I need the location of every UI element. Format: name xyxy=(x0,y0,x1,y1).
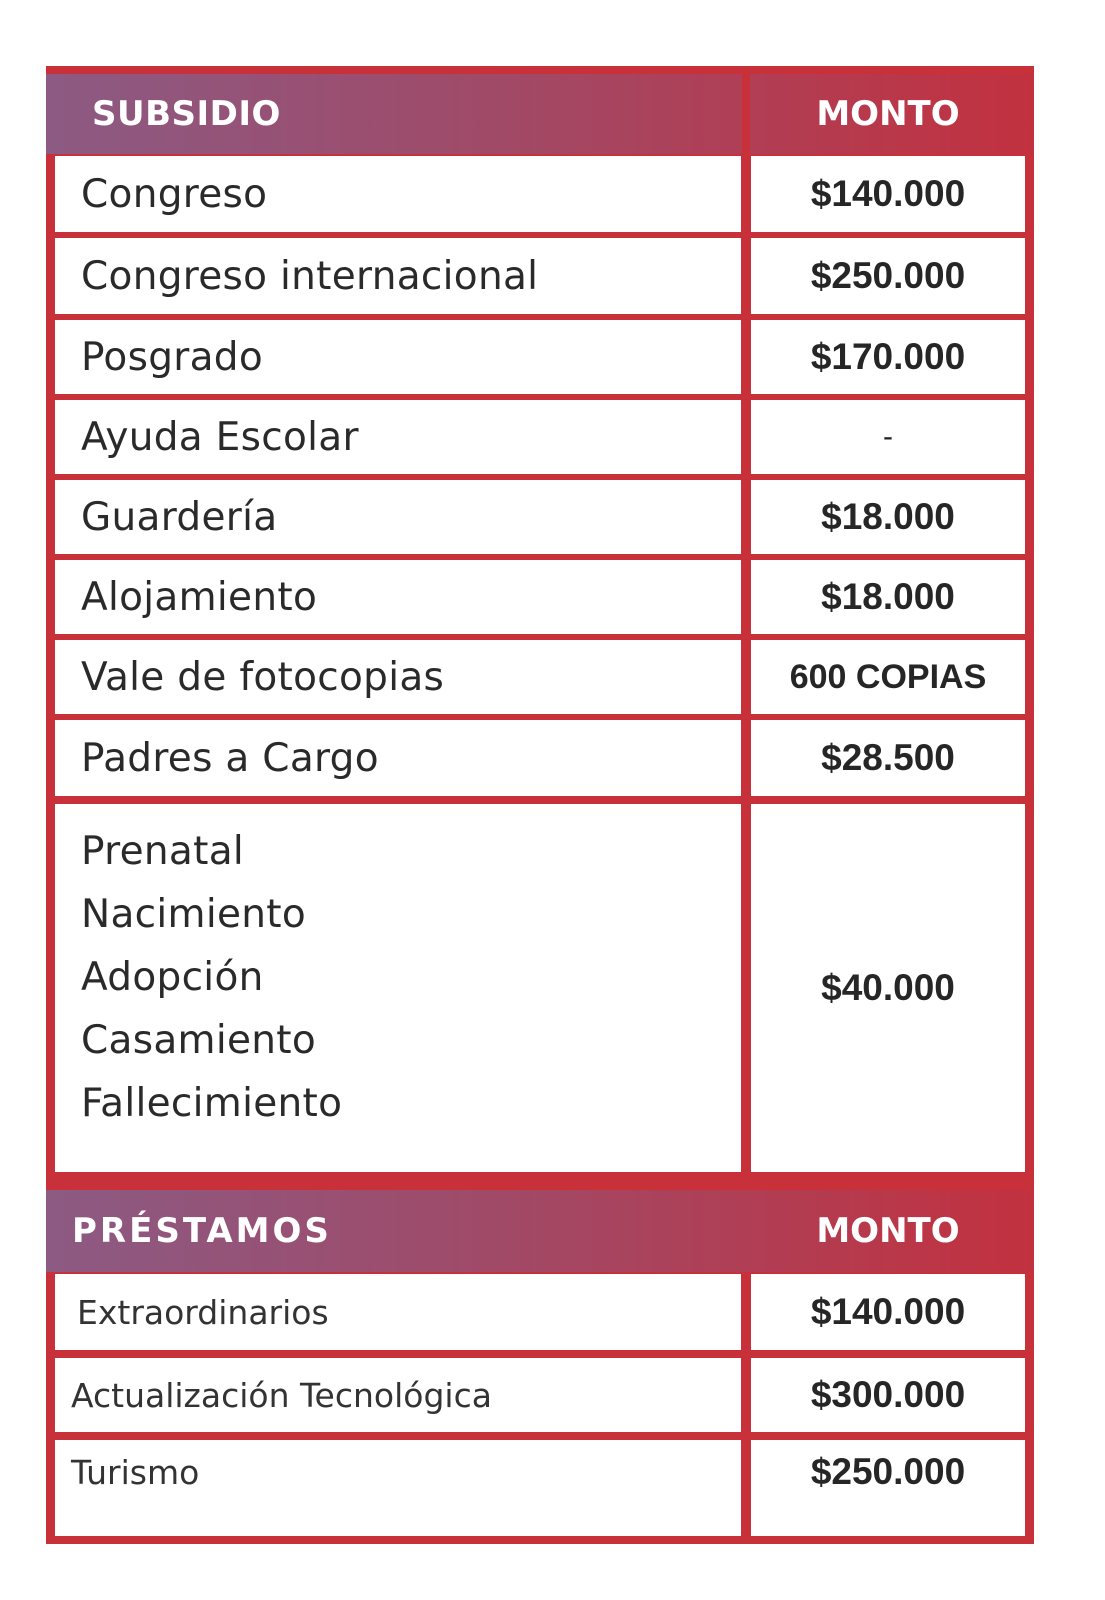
subsidio-header-row xyxy=(46,74,1034,154)
prestamo-row-amount xyxy=(751,1358,1025,1432)
subsidio-label: Alojamiento xyxy=(81,574,318,620)
subsidio-row-label xyxy=(55,720,741,796)
subsidio-label: Posgrado xyxy=(81,334,264,380)
subsidio-amount: 600 COPIAS xyxy=(789,657,987,696)
prestamo-label: Turismo xyxy=(71,1452,200,1492)
subsidio-amount: $170.000 xyxy=(810,336,966,377)
subsidio-amount: - xyxy=(883,420,893,453)
subsidio-label: Guardería xyxy=(81,494,278,540)
subsidio-row-amount xyxy=(751,480,1025,554)
subsidio-amount: $18.000 xyxy=(821,496,955,537)
prestamo-label: Extraordinarios xyxy=(77,1292,329,1332)
prestamo-label: Actualización Tecnológica xyxy=(71,1375,492,1415)
subsidio-amount: $140.000 xyxy=(810,173,966,214)
prestamo-amount: $250.000 xyxy=(810,1451,966,1492)
subsidio-label: Ayuda Escolar xyxy=(81,414,359,460)
group-amount: $40.000 xyxy=(821,967,955,1008)
benefits-table xyxy=(46,66,1034,1544)
subsidio-row-label xyxy=(55,400,741,474)
prestamo-amount: $140.000 xyxy=(810,1291,966,1332)
prestamo-row-label xyxy=(55,1274,741,1350)
subsidio-label: Vale de fotocopias xyxy=(81,654,445,700)
subsidio-row-amount xyxy=(751,560,1025,634)
prestamo-row-amount xyxy=(751,1440,1025,1536)
prestamo-row-label xyxy=(55,1440,741,1536)
subsidio-row-label xyxy=(55,560,741,634)
subsidio-row-amount xyxy=(751,720,1025,796)
subsidio-amount: $18.000 xyxy=(821,576,955,617)
subsidio-amount: $250.000 xyxy=(810,255,966,296)
subsidio-row-amount xyxy=(751,238,1025,314)
subsidio-label: Congreso xyxy=(81,171,268,217)
subsidio-row-label xyxy=(55,320,741,394)
group-label: Adopción xyxy=(81,955,264,1000)
prestamos-header-row xyxy=(46,1190,1034,1272)
subsidio-row-amount xyxy=(751,156,1025,232)
group-label: Fallecimiento xyxy=(81,1081,343,1126)
subsidio-row-amount xyxy=(751,320,1025,394)
prestamo-row-label xyxy=(55,1358,741,1432)
prestamos-amount-header: MONTO xyxy=(816,1211,960,1251)
subsidio-label: Padres a Cargo xyxy=(81,735,379,781)
column-divider xyxy=(742,66,750,1544)
group-label: Nacimiento xyxy=(81,892,307,937)
subsidio-label: Congreso internacional xyxy=(81,253,539,299)
prestamos-header-label: PRÉSTAMOS xyxy=(72,1211,332,1251)
subsidio-group-amount xyxy=(751,804,1025,1172)
subsidio-row-label xyxy=(55,156,741,232)
subsidio-row-label xyxy=(55,640,741,714)
subsidio-amount: $28.500 xyxy=(821,737,955,778)
subsidio-row-amount xyxy=(751,640,1025,714)
subsidio-group-labels xyxy=(55,804,741,1172)
subsidio-row-label xyxy=(55,480,741,554)
group-label: Prenatal xyxy=(81,829,245,874)
subsidio-row-amount xyxy=(751,400,1025,474)
prestamo-row-amount xyxy=(751,1274,1025,1350)
prestamo-amount: $300.000 xyxy=(810,1374,966,1415)
subsidio-header-label: SUBSIDIO xyxy=(92,94,281,134)
subsidio-row-label xyxy=(55,238,741,314)
subsidio-amount-header: MONTO xyxy=(816,94,960,134)
group-label: Casamiento xyxy=(81,1018,317,1063)
